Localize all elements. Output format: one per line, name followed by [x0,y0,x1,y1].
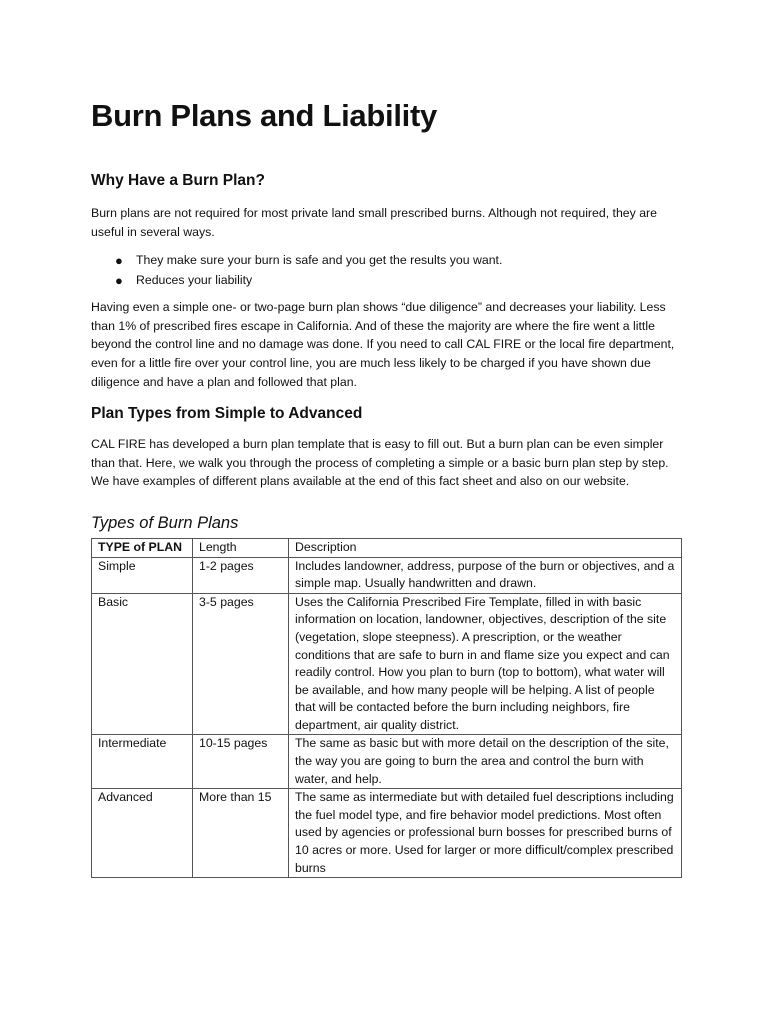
plan-type-cell: Simple [92,557,193,593]
plan-type-cell: Intermediate [92,735,193,789]
table-row [92,593,682,735]
page-title: Burn Plans and Liability [91,98,437,133]
plan-length-cell: 1-2 pages [193,557,289,593]
plan-type-cell: Advanced [92,789,193,878]
plan-description-cell: The same as basic but with more detail on the description of the site, the way you are going to burn the area and control the burn with water, and help. [289,735,682,789]
plan-description-cell: Uses the California Prescribed Fire Template, filled in with basic information on location, landowner, objectives, description of the site (vegetation, slope steepness). A prescription, or the weather conditions that are safe to burn in and flame size you expect and can readily control. How you plan to burn (top to bottom), what water will be available, and how many people will be helping. A list of people that will be contacted before the burn including neighbors, fire department, air quality district. [289,593,682,735]
list-item-text: They make sure your burn is safe and you get the results you want. [136,253,503,268]
plan-length-cell: More than 15 [193,789,289,878]
table-heading: Types of Burn Plans [91,513,239,532]
table-row [92,789,682,878]
diligence-paragraph: Having even a simple one- or two-page burn plan shows “due diligence” and decreases your liability. Less than 1% of prescribed fires escape in California. And of these the majority are where the fire went a little beyond the control line and no damage was done. If you need to call CAL FIRE or the local fire department, even for a little fire over your control line, you are much less likely to be charged if you have shown due diligence and have a plan and followed that plan. [91,300,675,389]
bullet-icon: ● [115,253,123,269]
plan-description-cell: The same as intermediate but with detailed fuel descriptions including the fuel model type, and fire behavior model predictions. Most often used by agencies or professional burn bosses for prescribed burns of 10 acres or more. Used for larger or more difficult/complex prescribed burns [289,789,682,878]
plan-types-heading: Plan Types from Simple to Advanced [91,405,363,423]
document-page [91,96,681,878]
column-header-type: TYPE of PLAN [92,538,193,557]
plan-type-cell: Basic [92,593,193,735]
plan-length-cell: 10-15 pages [193,735,289,789]
table-row [92,557,682,593]
plan-types-paragraph: CAL FIRE has developed a burn plan template that is easy to fill out. But a burn plan can be even simpler than that. Here, we walk you through the process of completing a simple or a basic burn plan step by step. We have examples of different plans available at the end of this fact sheet and also on our website. [91,437,669,489]
burn-plans-table [91,538,682,878]
table-header-row [92,538,682,557]
bullet-icon: ● [115,272,123,288]
column-header-length: Length [193,538,289,557]
list-item-text: Reduces your liability [136,272,253,287]
column-header-description: Description [289,538,682,557]
table-row [92,735,682,789]
plan-length-cell: 3-5 pages [193,593,289,735]
list-item [115,251,681,271]
list-item [115,271,681,291]
benefits-list [91,251,681,290]
plan-description-cell: Includes landowner, address, purpose of the burn or objectives, and a simple map. Usually handwritten and drawn. [289,557,682,593]
why-heading: Why Have a Burn Plan? [91,172,265,189]
intro-paragraph: Burn plans are not required for most private land small prescribed burns. Although not required, they are useful in several ways. [91,206,657,239]
